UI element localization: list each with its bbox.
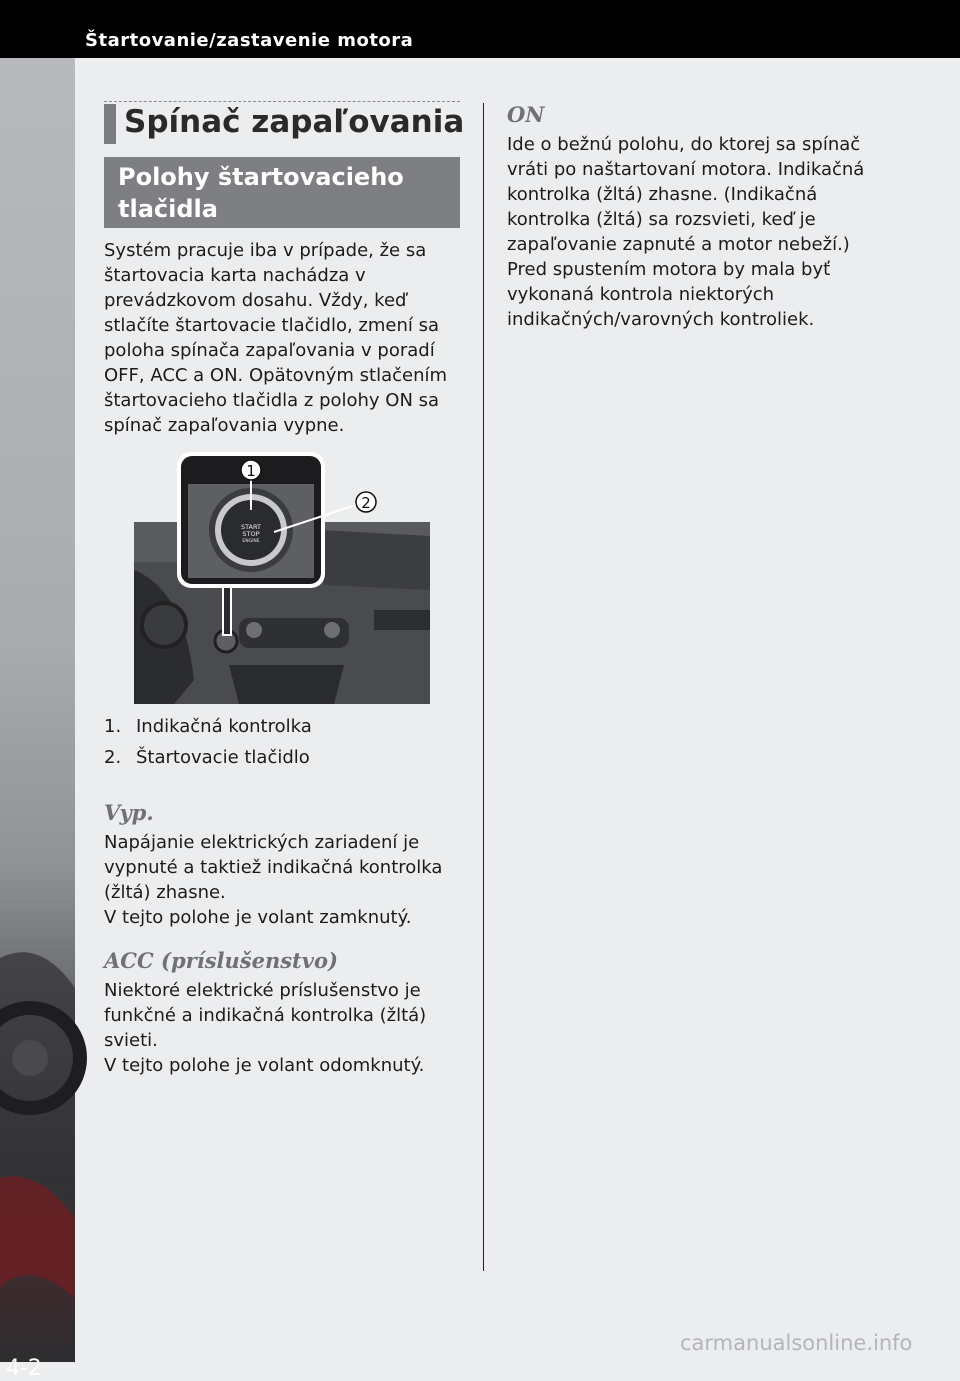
callout-1: 1 — [246, 462, 256, 480]
intro-paragraph: Systém pracuje iba v prípade, že sa štartovacia karta nachádza v prevádzkovom dosahu. Vždy, keď stlačíte štartovacie tlačidlo, zmení sa poloha spínača zapaľovania v poradí OFF, ACC a ON. Opätovným stlačením štartovacieho tlačidla z polohy ON sa spínač zapaľovania vypne. — [104, 240, 448, 436]
on-description: Ide o bežnú polohu, do ktorej sa spínač vráti po naštartovaní motora. Indikačná kontrolka (žltá) zhasne. (Indikačná kontrolka (žltá) sa rozsvieti, keď je zapaľovanie zapnuté a motor nebeží.) Pred spustením motora by mala byť vykonaná kontrola niektorých indikačných/varovných kontroliek. — [507, 134, 865, 330]
dashboard-illustration — [134, 450, 430, 704]
watermark: carmanualsonline.info — [680, 1331, 913, 1355]
acc-label: ACC (príslušenstvo) — [104, 948, 338, 973]
figure-legend — [104, 714, 312, 776]
button-text-stop: STOP — [242, 530, 260, 538]
list-item — [104, 745, 312, 776]
page-number: 4-2 — [6, 1356, 42, 1381]
acc-description: Niektoré elektrické príslušenstvo je funkčné a indikačná kontrolka (žltá) svieti. V tejto polohe je volant odomknutý. — [104, 980, 427, 1076]
section-title: Spínač zapaľovania — [124, 104, 465, 140]
side-photo-strip — [0, 58, 75, 1381]
steering-wheel-photo — [0, 58, 75, 1362]
list-item — [104, 714, 312, 745]
section-divider — [104, 101, 460, 102]
header-title: Štartovanie/zastavenie motora — [85, 30, 414, 51]
legend-text: Indikačná kontrolka — [136, 716, 312, 737]
on-label: ON — [507, 102, 545, 127]
legend-text: Štartovacie tlačidlo — [136, 747, 310, 768]
legend-number: 2. — [104, 747, 122, 768]
start-button-figure — [134, 450, 430, 704]
subsection-heading — [104, 157, 460, 228]
legend-number: 1. — [104, 716, 122, 737]
column-divider — [483, 103, 484, 1271]
off-description: Napájanie elektrických zariadení je vypnuté a taktiež indikačná kontrolka (žltá) zhasne. V tejto polohe je volant zamknutý. — [104, 832, 443, 928]
header-bar — [0, 0, 960, 58]
subsection-title: Polohy štartovacieho tlačidla — [118, 163, 404, 223]
section-marker — [104, 104, 116, 144]
callout-2: 2 — [361, 494, 371, 512]
off-label: Vyp. — [104, 800, 154, 825]
button-text-engine: ENGINE — [242, 539, 260, 544]
button-text-start: START — [240, 523, 262, 531]
